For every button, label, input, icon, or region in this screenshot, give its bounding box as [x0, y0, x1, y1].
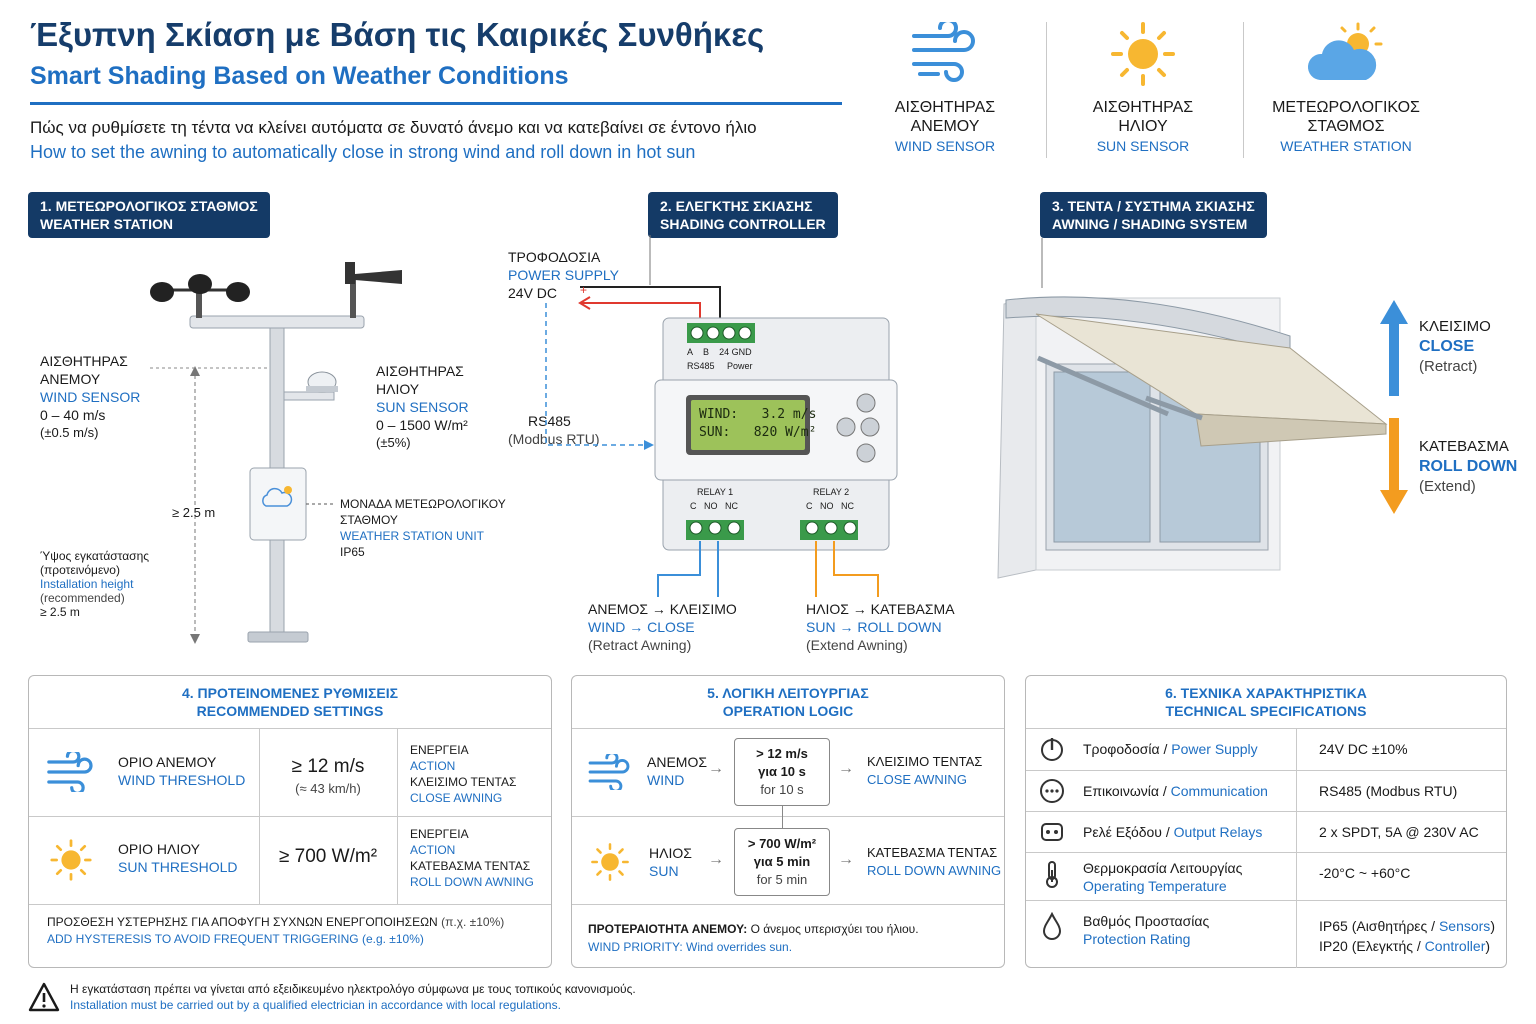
arrow-right-icon: →: [838, 760, 854, 777]
wind-sensor-label: ΑΙΣΘΗΤΗΡΑΣ ΑΝΕΜΟΥ WIND SENSOR 0 – 40 m/s (±0.5 m/s): [40, 353, 141, 440]
logic-connector: [782, 806, 783, 828]
spec-row-relays: Ρελέ Εξόδου / Output Relays 2 x SPDT, 5A @ 230V AC: [1026, 811, 1506, 852]
header-weather-station: ΜΕΤΕΩΡΟΛΟΓΙΚΟΣ ΣΤΑΘΜΟΣ WEATHER STATION: [1251, 22, 1441, 154]
description-english: How to set the awning to automatically close in strong wind and roll down in hot sun: [30, 142, 696, 162]
wind-vane-icon: [345, 262, 402, 318]
wind-action: ΕΝΕΡΓΕΙΑ ACTION ΚΛΕΙΣΙΜΟ ΤΕΝΤΑΣ CLOSE AWNING: [410, 743, 517, 805]
spec-row-power: Τροφοδοσία / Power Supply 24V DC ±10%: [1026, 728, 1506, 770]
wind-condition-box: > 12 m/s για 10 s for 10 s: [734, 738, 830, 806]
rs485-sub: (Modbus RTU): [508, 431, 600, 447]
communication-icon: [1038, 777, 1066, 805]
arrow-right-icon: →: [708, 851, 724, 868]
sun-icon: [47, 836, 95, 884]
recommended-settings-panel: [28, 675, 552, 968]
warning-icon: [28, 982, 60, 1012]
relay1-name: RELAY 1: [697, 487, 734, 497]
header-separator: [1243, 22, 1244, 158]
footer-warning: [28, 980, 748, 1016]
arrow-right-icon: →: [838, 851, 854, 868]
arrow-down-icon: [1380, 418, 1408, 514]
wind-threshold-label: ΟΡΙΟ ΑΝΕΜΟΥ WIND THRESHOLD: [118, 754, 246, 788]
specs-title: 6. ΤΕΧΝΙΚΑ ΧΑΡΑΚΤΗΡΙΣΤΙΚΑ TECHNICAL SPECIFICATIONS: [1165, 685, 1367, 719]
awning-illustration: [996, 238, 1396, 583]
relay2-pins: C NO NC: [806, 501, 855, 511]
logic-sun-label: ΗΛΙΟΣ SUN: [649, 845, 692, 879]
height-mark: ≥ 2.5 m: [172, 505, 216, 520]
operation-logic-panel: [571, 675, 1005, 968]
hysteresis-note: ΠΡΟΣΘΕΣΗ ΥΣΤΕΡΗΣΗΣ ΓΙΑ ΑΠΟΦΥΓΗ ΣΥΧΝΩΝ ΕΝΕΡΓΟΠΟΙΗΣΕΩΝ (π.χ. ±10%) ADD HYSTERESIS TO AVOID FREQUENT TRIGGERING (e.g. ±10%): [47, 915, 505, 946]
relay2-name: RELAY 2: [813, 487, 850, 497]
power-supply-label: ΤΡΟΦΟΔΟΣΙΑ POWER SUPPLY 24V DC: [508, 249, 619, 301]
sun-condition-box: > 700 W/m² για 5 min for 5 min: [734, 828, 830, 896]
awning-close-label: ΚΛΕΙΣΙΜΟ CLOSE (Retract): [1419, 318, 1491, 375]
output-sun-label: ΗΛΙΟΣ → ΚΑΤΕΒΑΣΜΑ SUN → ROLL DOWN (Extend Awning): [806, 601, 955, 653]
sun-threshold-value: ≥ 700 W/m²: [278, 846, 378, 867]
cloud-sun-icon: [1306, 22, 1386, 84]
thermometer-icon: [1038, 860, 1066, 888]
awning-direction-arrows: [1378, 298, 1410, 518]
footer-english: Installation must be carried out by a qualified electrician in accordance with local regulations.: [70, 998, 561, 1012]
sun-icon: [588, 840, 632, 884]
technical-specs-panel: [1025, 675, 1507, 968]
power-minus-marker: −: [580, 296, 588, 310]
droplet-icon: [1038, 912, 1066, 940]
header-wind-sensor: ΑΙΣΘΗΤΗΡΑΣ ΑΝΕΜΟΥ WIND SENSOR: [850, 22, 1040, 154]
logic-wind-label: ΑΝΕΜΟΣ WIND: [647, 754, 707, 788]
wind-icon: [910, 22, 980, 84]
header-divider: [30, 102, 842, 105]
output-wind-label: ΑΝΕΜΟΣ → ΚΛΕΙΣΙΜΟ WIND → CLOSE (Retract Awning): [588, 601, 737, 653]
footer-greek: Η εγκατάσταση πρέπει να γίνεται από εξειδικευμένο ηλεκτρολόγο σύμφωνα με τους τοπικούς κανονισμούς.: [70, 982, 636, 996]
wind-priority-note: ΠΡΟΤΕΡΑΙΟΤΗΤΑ ΑΝΕΜΟΥ: Ο άνεμος υπερισχύει του ήλιου. WIND PRIORITY: Wind overrides sun.: [588, 922, 919, 954]
sun-icon: [1108, 22, 1178, 86]
sun-sensor-label: ΑΙΣΘΗΤΗΡΑΣ ΗΛΙΟΥ SUN SENSOR 0 – 1500 W/m² (±5%): [376, 363, 469, 450]
section-badge-weather-station: 1. ΜΕΤΕΩΡΟΛΟΓΙΚΟΣ ΣΤΑΘΜΟΣ WEATHER STATION: [28, 192, 270, 238]
logic-wind-result: ΚΛΕΙΣΙΜΟ ΤΕΝΤΑΣ CLOSE AWNING: [867, 754, 983, 787]
awning-down-label: ΚΑΤΕΒΑΣΜΑ ROLL DOWN (Extend): [1419, 438, 1518, 495]
arrow-right-icon: →: [708, 760, 724, 777]
installation-height-label: Ύψος εγκατάστασης (προτεινόμενο) Installation height (recommended) ≥ 2.5 m: [40, 549, 150, 619]
logic-title: 5. ΛΟΓΙΚΗ ΛΕΙΤΟΥΡΓΙΑΣ OPERATION LOGIC: [707, 685, 869, 719]
spec-row-protection: Βαθμός Προστασίας Protection Rating IP65 (Αισθητήρες / Sensors) IP20 (Ελεγκτής / Controller): [1026, 900, 1506, 968]
sun-action: ΕΝΕΡΓΕΙΑ ACTION ΚΑΤΕΒΑΣΜΑ ΤΕΝΤΑΣ ROLL DOWN AWNING: [410, 827, 534, 889]
logic-sun-result: ΚΑΤΕΒΑΣΜΑ ΤΕΝΤΑΣ ROLL DOWN AWNING: [867, 845, 1002, 878]
wind-threshold-value: ≥ 12 m/s: [291, 756, 365, 777]
section-badge-awning: 3. ΤΕΝΤΑ / ΣΥΣΤΗΜΑ ΣΚΙΑΣΗΣ AWNING / SHADING SYSTEM: [1040, 192, 1267, 238]
power-icon: [1038, 735, 1066, 763]
section-badge-controller: 2. ΕΛΕΓΚΤΗΣ ΣΚΙΑΣΗΣ SHADING CONTROLLER: [648, 192, 838, 238]
terminal-group-labels: RS485 Power: [687, 361, 753, 371]
description-greek: Πώς να ρυθμίσετε τη τέντα να κλείνει αυτόματα σε δυνατό άνεμο και να κατεβαίνει σε έντονο ήλιο: [30, 118, 757, 137]
spec-row-communication: Επικοινωνία / Communication RS485 (Modbus RTU): [1026, 770, 1506, 811]
wind-icon: [586, 754, 634, 790]
sun-threshold-label: ΟΡΙΟ ΗΛΙΟΥ SUN THRESHOLD: [118, 841, 238, 875]
rs485-label: RS485: [528, 413, 571, 429]
station-unit-label: ΜΟΝΑΔΑ ΜΕΤΕΩΡΟΛΟΓΙΚΟΥ ΣΤΑΘΜΟΥ WEATHER STATION UNIT IP65: [340, 497, 506, 559]
wind-threshold-sub: (≈ 43 km/h): [295, 781, 361, 796]
anemometer-icon: [150, 274, 250, 318]
relay-icon: [1038, 818, 1066, 846]
settings-title: 4. ΠΡΟΤΕΙΝΟΜΕΝΕΣ ΡΥΘΜΙΣΕΙΣ RECOMMENDED SETTINGS: [181, 685, 399, 719]
arrow-up-icon: [1380, 300, 1408, 396]
spec-row-temperature: Θερμοκρασία Λειτουργίας Operating Temperature -20°C ~ +60°C: [1026, 852, 1506, 900]
power-plus-marker: +: [580, 283, 588, 297]
header-separator: [1046, 22, 1047, 158]
lcd-display: WIND: 3.2 m/s SUN: 820 W/m²: [699, 407, 817, 440]
page-title: Έξυπνη Σκίαση με Βάση τις Καιρικές Συνθήκες: [30, 16, 765, 53]
relay1-pins: C NO NC: [690, 501, 739, 511]
terminal-labels: A B 24 GND: [687, 347, 752, 357]
page-subtitle: Smart Shading Based on Weather Conditions: [30, 62, 569, 90]
wind-icon: [45, 752, 97, 792]
header-sun-sensor: ΑΙΣΘΗΤΗΡΑΣ ΗΛΙΟΥ SUN SENSOR: [1048, 22, 1238, 154]
